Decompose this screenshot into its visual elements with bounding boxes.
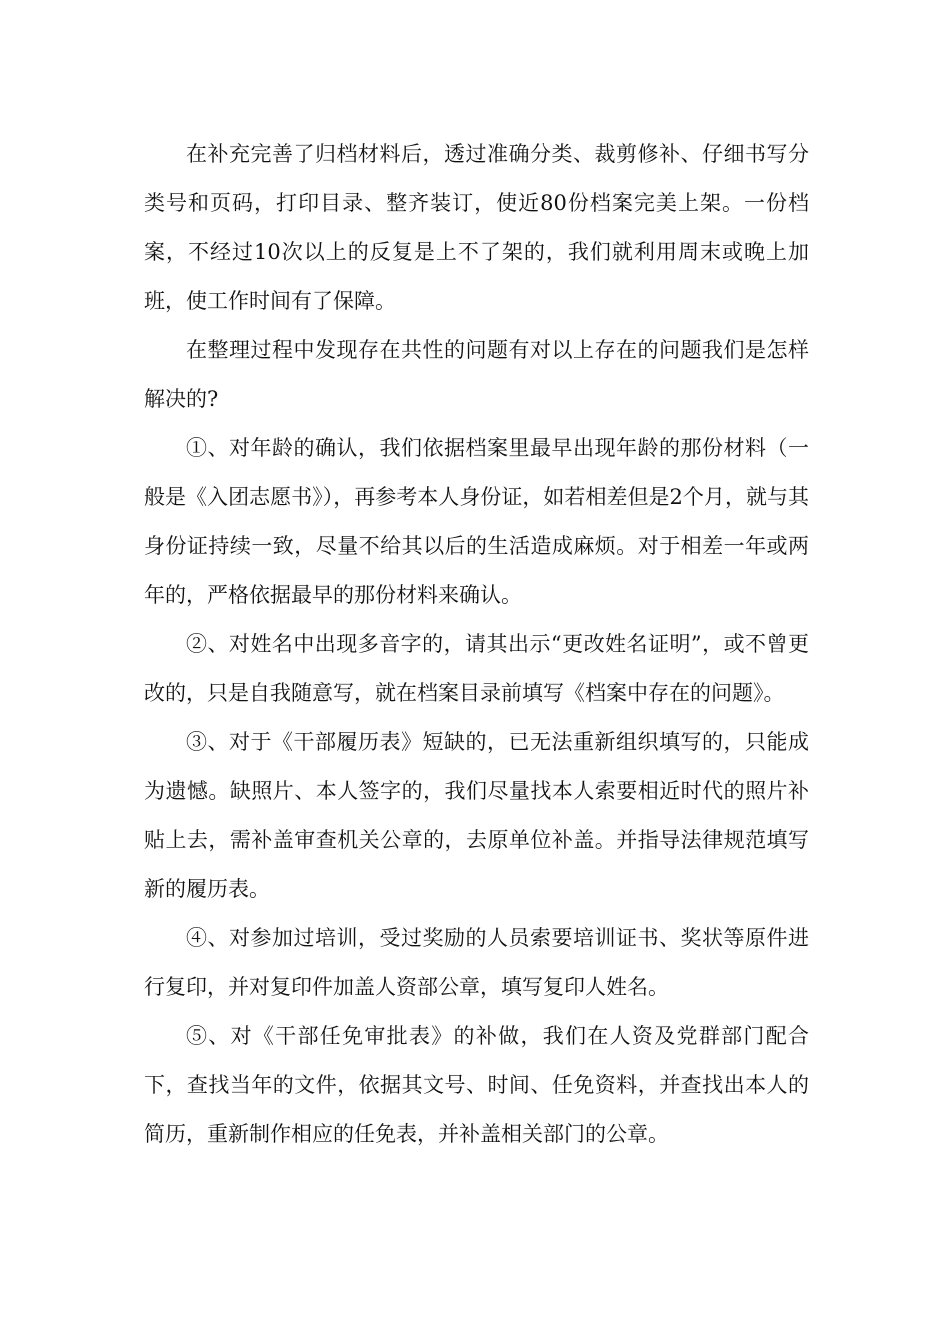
- paragraph-name-polyphone: ②、对姓名中出现多音字的，请其出示“更改姓名证明”，或不曾更改的，只是自我随意写，就在档案目录前填写《档案中存在的问题》。: [144, 632, 809, 705]
- paragraph-archiving: 在补充完善了归档材料后，透过准确分类、裁剪修补、仔细书写分类号和页码，打印目录、整齐装订，使近80份档案完美上架。一份档案，不经过10次以上的反复是上不了架的，我们就利用周末或晚上加班，使工作时间有了保障。: [144, 142, 809, 313]
- document-body: [144, 130, 809, 1159]
- paragraph-common-issues: 在整理过程中发现存在共性的问题有对以上存在的问题我们是怎样解决的?: [144, 338, 809, 411]
- paragraph-training-certificates: ④、对参加过培训，受过奖励的人员索要培训证书、奖状等原件进行复印，并对复印件加盖人资部公章，填写复印人姓名。: [144, 926, 809, 999]
- paragraph-age-confirmation: ①、对年龄的确认，我们依据档案里最早出现年龄的那份材料（一般是《入团志愿书》），再参考本人身份证，如若相差但是2个月，就与其身份证持续一致，尽量不给其以后的生活造成麻烦。对于相差一年或两年的，严格依据最早的那份材料来确认。: [144, 436, 809, 607]
- paragraph-appointment-form: ⑤、对《干部任免审批表》的补做，我们在人资及党群部门配合下，查找当年的文件，依据其文号、时间、任免资料，并查找出本人的简历，重新制作相应的任免表，并补盖相关部门的公章。: [144, 1024, 809, 1146]
- paragraph-resume-form: ③、对于《干部履历表》短缺的，已无法重新组织填写的，只能成为遗憾。缺照片、本人签字的，我们尽量找本人索要相近时代的照片补贴上去，需补盖审查机关公章的，去原单位补盖。并指导法律规范填写新的履历表。: [144, 730, 809, 901]
